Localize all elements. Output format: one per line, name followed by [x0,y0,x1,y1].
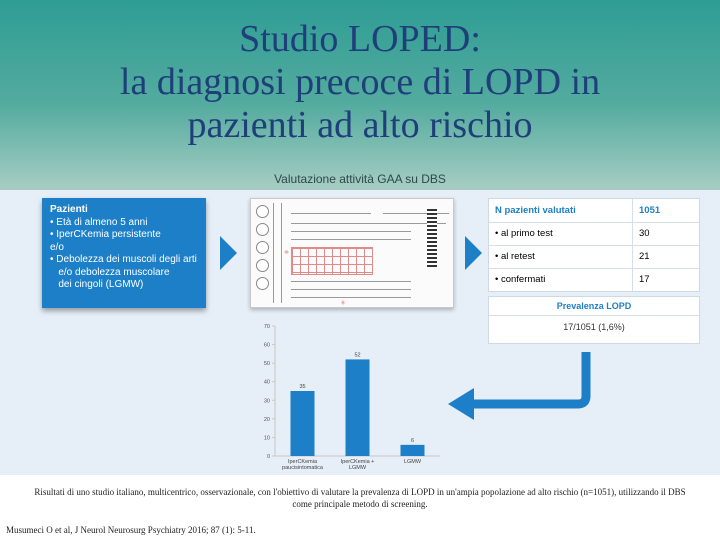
x-tick-label: IperCKemia paucisintomatica [282,459,323,471]
results-table [488,198,700,292]
table-header-value: 1051 [639,205,661,216]
patients-item: dei cingoli (LGMW) [50,279,144,290]
patients-item: e/o debolezza muscolare [50,266,170,278]
table-cell-value: 21 [639,251,650,262]
y-tick-label: 10 [263,435,270,442]
bar-value-label: 35 [299,384,306,390]
arrow-right-icon [465,236,482,270]
patients-heading: Pazienti [50,204,88,215]
title-line-3: pazienti ad alto rischio [187,104,533,146]
arrow-right-icon [220,236,237,270]
y-tick-label: 70 [263,324,270,330]
prevalence-label: Prevalenza LOPD [556,301,632,311]
patients-item: • IperCKemia persistente [50,229,161,240]
y-tick-label: 20 [263,416,270,423]
subtitle: Valutazione attività GAA su DBS [274,172,446,186]
y-tick-label: 30 [263,398,270,405]
y-tick-label: 60 [263,342,270,349]
page-title [0,18,720,147]
x-tick-label: LGMW [403,459,422,465]
title-line-2: la diagnosi precoce di LOPD in [119,61,601,103]
bar-value-label: 6 [410,437,415,444]
y-tick-label: 40 [263,379,270,386]
caption: Risultati di uno studio italiano, multicentrico, osservazionale, con l'obiettivo di valutare la prevalenza di LOPD in un'ampia popolazione ad alto rischio (n=1051), utilizzando il DBS come principale metodo di screening. [34,487,686,509]
patients-item: • Debolezza dei muscoli degli arti [50,254,197,265]
dbs-test-card-image: Ⓜ Ⓜ [250,198,454,308]
patients-box [42,198,206,308]
x-tick-label: IperCKemia + LGMW [340,459,375,471]
table-row [489,222,699,246]
table-header-row [489,199,699,223]
table-row [489,268,699,291]
table-cell-label: • confermati [495,274,546,285]
table-row [489,245,699,269]
patients-item: • Età di almeno 5 anni [50,216,148,228]
bar-value-label: 52 [354,352,361,359]
y-tick-label: 50 [263,361,270,368]
table-cell-label: • al primo test [495,228,553,239]
table-cell-label: • al retest [495,251,535,262]
prevalence-box [488,296,700,344]
patients-item: e/o [50,241,64,253]
prevalence-value: 17/1051 (1,6%) [563,322,625,332]
reference: Musumeci O et al, J Neurol Neurosurg Psychiatry 2016; 87 (1): 5-11. [6,525,256,535]
table-header-label: N pazienti valutati [495,205,576,216]
table-cell-value: 17 [639,274,650,285]
y-tick-label: 0 [266,454,270,460]
table-cell-value: 30 [639,228,650,239]
title-line-1: Studio LOPED: [239,18,481,60]
